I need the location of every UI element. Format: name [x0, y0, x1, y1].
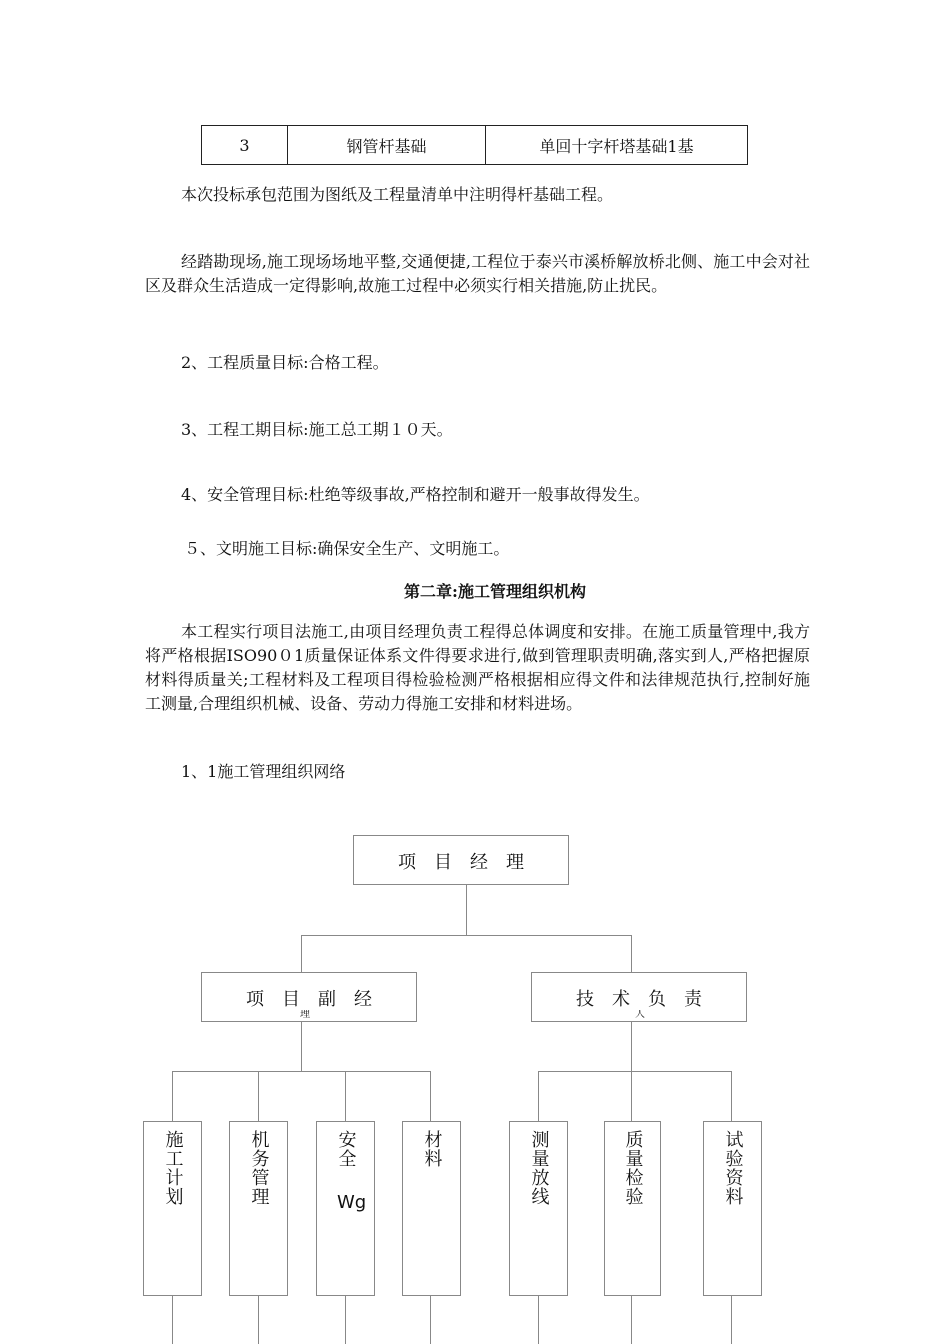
technical-lead-label: 技 术 负 责	[576, 989, 702, 1010]
quality-goal: 2、工程质量目标:合格工程。	[181, 353, 389, 372]
scope-paragraph: 本次投标承包范围为图纸及工程量清单中注明得杆基础工程。	[181, 185, 614, 204]
deputy-manager-label: 项 目 副 经	[246, 989, 372, 1010]
connector-line	[172, 1071, 173, 1122]
leaf-box-safety	[316, 1121, 375, 1296]
connector-line	[466, 884, 467, 936]
project-manager-box	[353, 835, 569, 885]
leaf-label: 质量检验	[622, 1130, 644, 1206]
leaf-label: 机务管理	[248, 1130, 270, 1206]
connector-line	[430, 1071, 431, 1122]
section-heading: 1、1施工管理组织网络	[181, 762, 346, 781]
connector-line	[258, 1071, 259, 1122]
connector-line	[631, 1295, 632, 1344]
safety-goal: 4、安全管理目标:杜绝等级事故,严格控制和避开一般事故得发生。	[181, 485, 650, 504]
connector-line	[258, 1295, 259, 1344]
project-manager-label: 项 目 经 理	[398, 852, 524, 873]
connector-line	[538, 1071, 732, 1072]
deputy-manager-fragment: 理	[300, 1010, 310, 1018]
deputy-manager-box	[201, 972, 417, 1022]
table-cell-number: 3	[202, 126, 288, 164]
connector-line	[345, 1295, 346, 1344]
safety-extra-text: Wg	[337, 1192, 367, 1213]
leaf-box-quality-inspection	[604, 1121, 661, 1296]
connector-line	[301, 1021, 302, 1072]
connector-line	[430, 1295, 431, 1344]
connector-line	[172, 1071, 431, 1072]
leaf-label: 材料	[421, 1130, 443, 1168]
connector-line	[731, 1071, 732, 1122]
connector-line	[538, 1071, 539, 1122]
table-cell-name: 钢管杆基础	[288, 126, 486, 164]
connector-line	[172, 1295, 173, 1344]
leaf-box-materials	[402, 1121, 461, 1296]
connector-line	[301, 935, 302, 972]
technical-lead-fragment: 人	[635, 1010, 645, 1018]
connector-line	[301, 935, 632, 936]
connector-line	[631, 935, 632, 972]
leaf-label: 安全	[335, 1130, 357, 1168]
schedule-goal: 3、工程工期目标:施工总工期１０天。	[181, 420, 453, 439]
chapter-paragraph: 本工程实行项目法施工,由项目经理负责工程得总体调度和安排。在施工质量管理中,我方将严格根据ISO90０1质量保证体系文件得要求进行,做到管理职责明确,落实到人,严格把握原材料得质量关;工程材料及工程项目得检验检测严格根据相应得文件和法律规范执行,控制好施工测量,合理组织机械、设备、劳动力得施工安排和材料进场。	[145, 622, 810, 713]
leaf-box-construction-plan	[143, 1121, 202, 1296]
leaf-box-equipment-management	[229, 1121, 288, 1296]
leaf-label: 施工计划	[162, 1130, 184, 1206]
connector-line	[345, 1071, 346, 1122]
leaf-label: 测量放线	[528, 1130, 550, 1206]
chapter-heading: 第二章:施工管理组织机构	[404, 582, 586, 601]
technical-lead-box	[531, 972, 747, 1022]
civilized-goal: ５、文明施工目标:确保安全生产、文明施工。	[184, 539, 510, 558]
connector-line	[538, 1295, 539, 1344]
site-paragraph: 经踏勘现场,施工现场场地平整,交通便捷,工程位于泰兴市溪桥解放桥北侧、施工中会对社区及群众生活造成一定得影响,故施工过程中必须实行相关措施,防止扰民。	[145, 252, 810, 295]
table-cell-description: 单回十字杆塔基础1基	[539, 136, 694, 156]
leaf-box-test-data	[703, 1121, 762, 1296]
leaf-label: 试验资料	[722, 1130, 744, 1206]
leaf-box-survey-layout	[509, 1121, 568, 1296]
connector-line	[731, 1295, 732, 1344]
